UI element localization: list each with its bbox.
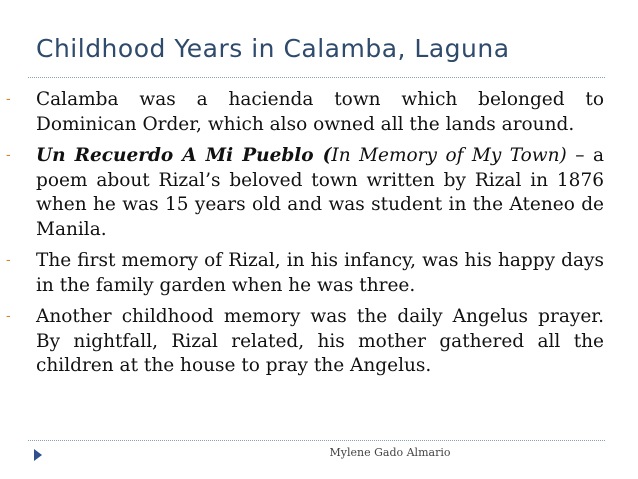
footer-author: Mylene Gado Almario	[329, 446, 451, 459]
poem-title: Un Recuerdo A Mi Pueblo (	[36, 145, 332, 166]
bullet-item	[0, 249, 604, 298]
bullet-item	[0, 144, 604, 242]
bullet-text: The first memory of Rizal, in his infancy, was his happy days in the family garden when he was three.	[36, 250, 604, 296]
bullet-item	[0, 88, 604, 137]
bullet-marker: -	[6, 92, 11, 107]
bullet-marker: -	[6, 309, 11, 324]
bullet-marker: -	[6, 253, 11, 268]
triangle-right-icon[interactable]	[34, 449, 42, 461]
bullet-item	[0, 305, 604, 379]
footer-divider	[28, 440, 605, 441]
bullet-list	[0, 88, 638, 386]
title-divider	[28, 77, 605, 78]
slide-title: Childhood Years in Calamba, Laguna	[36, 34, 510, 63]
bullet-text: Calamba was a hacienda town which belonged to Dominican Order, which also owned all the lands around.	[36, 89, 604, 135]
poem-title-translation: In Memory of My Town)	[331, 145, 567, 166]
bullet-text: Another childhood memory was the daily Angelus prayer. By nightfall, Rizal related, his mother gathered all the children at the house to pray the Angelus.	[36, 306, 604, 376]
bullet-marker: -	[6, 148, 11, 163]
bullet-text: – a poem about Rizal’s beloved town written by Rizal in 1876 when he was 15 years old and was student in the Ateneo de Manila.	[36, 145, 604, 240]
